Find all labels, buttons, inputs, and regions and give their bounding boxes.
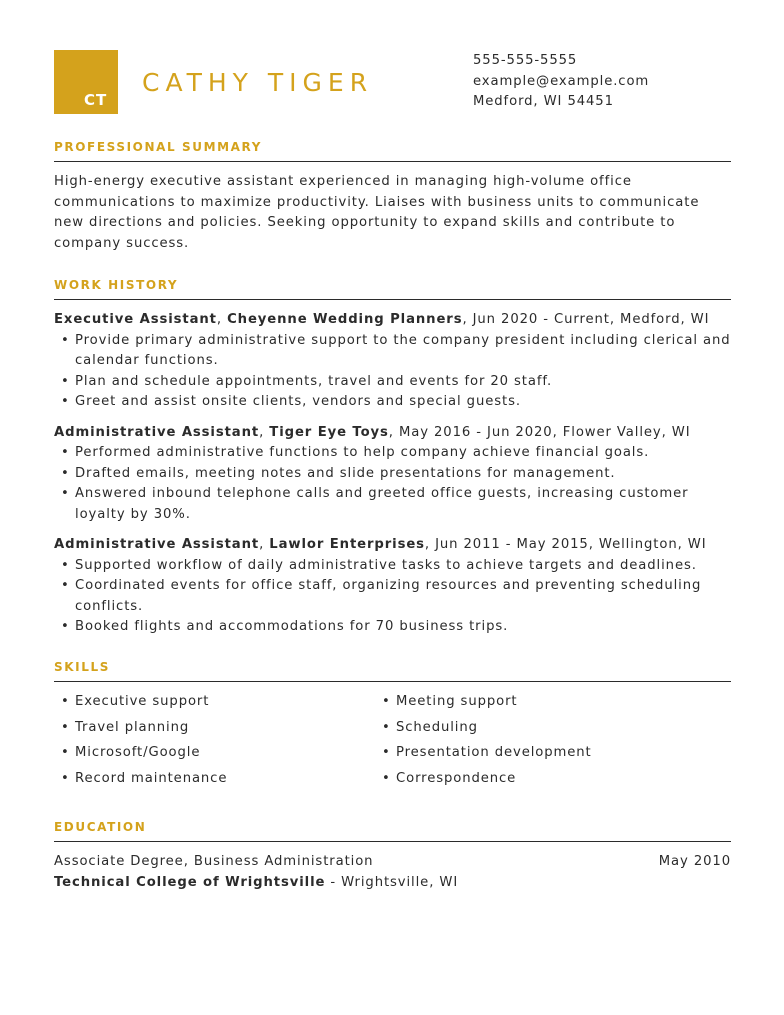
job-bullet: • Booked flights and accommodations for 70 business trips. — [54, 617, 731, 638]
summary-text: High-energy executive assistant experienced in managing high-volume office communications to maximize productivity. Liaises with business units to communicate new directions and policies. Seeking opportunity to expand skills and contribute to company success. — [54, 174, 700, 251]
skill-item: • Microsoft/Google — [54, 743, 375, 764]
job-bullet: • Performed administrative functions to help company achieve financial goals. — [54, 443, 731, 464]
education-school-line — [54, 873, 731, 894]
skill-item: • Travel planning — [54, 718, 375, 739]
summary-section — [54, 139, 731, 254]
job-company: Tiger Eye Toys — [269, 424, 389, 440]
job-bullets — [54, 556, 731, 638]
skills-list — [54, 692, 731, 789]
monogram-badge — [54, 50, 118, 114]
job-header — [54, 310, 731, 331]
skill-item: • Scheduling — [375, 718, 731, 739]
job-entry — [54, 310, 731, 413]
education-divider — [54, 841, 731, 842]
summary-divider — [54, 161, 731, 162]
job-bullet: • Answered inbound telephone calls and greeted office guests, increasing customer loyalty by 30%. — [54, 484, 731, 525]
contact-phone: 555-555-5555 — [473, 53, 578, 68]
job-bullet: • Plan and schedule appointments, travel and events for 20 staff. — [54, 372, 731, 393]
skill-item: • Presentation development — [375, 743, 731, 764]
job-company: Cheyenne Wedding Planners — [227, 312, 463, 327]
work-history-heading: WORK HISTORY — [54, 278, 179, 292]
job-bullet: • Supported workflow of daily administrative tasks to achieve targets and deadlines. — [54, 556, 731, 577]
job-role: Executive Assistant — [54, 312, 217, 327]
job-details: , May 2016 - Jun 2020, Flower Valley, WI — [388, 424, 691, 440]
education-school-location: - Wrightsville, WI — [325, 874, 459, 890]
job-separator: , — [259, 537, 270, 552]
job-separator: , — [216, 312, 228, 327]
education-section — [54, 819, 731, 893]
job-header — [54, 535, 731, 556]
contact-location: Medford, WI 54451 — [473, 94, 614, 109]
skill-item: • Correspondence — [375, 769, 731, 790]
job-details: , Jun 2011 - May 2015, Wellington, WI — [424, 537, 707, 552]
contact-email: example@example.com — [473, 73, 650, 89]
job-bullet: • Greet and assist onsite clients, vendors and special guests. — [54, 392, 731, 413]
job-bullet: • Coordinated events for office staff, organizing resources and preventing scheduling conflicts. — [54, 576, 731, 617]
education-heading: EDUCATION — [54, 820, 147, 834]
skill-item: • Executive support — [54, 692, 375, 713]
job-entry — [54, 423, 731, 526]
work-history-divider — [54, 299, 731, 300]
job-company: Lawlor Enterprises — [269, 537, 425, 552]
contact-block — [473, 51, 649, 113]
job-details: , Jun 2020 - Current, Medford, WI — [462, 312, 710, 327]
job-bullet: • Drafted emails, meeting notes and slide presentations for management. — [54, 464, 731, 485]
job-entry — [54, 535, 731, 638]
job-separator: , — [259, 424, 270, 440]
skills-heading: SKILLS — [54, 660, 110, 674]
education-entry — [54, 852, 731, 893]
summary-heading: PROFESSIONAL SUMMARY — [54, 140, 263, 154]
candidate-name: CATHY TIGER — [142, 68, 374, 97]
job-bullet: • Provide primary administrative support to the company president including clerical and calendar functions. — [54, 331, 731, 372]
education-degree: Associate Degree, Business Administration — [54, 854, 374, 869]
job-header — [54, 423, 731, 444]
job-bullets — [54, 331, 731, 413]
work-history-section — [54, 277, 731, 638]
skill-item: • Meeting support — [375, 692, 731, 713]
skills-divider — [54, 681, 731, 682]
education-school: Technical College of Wrightsville — [54, 874, 326, 890]
job-bullets — [54, 443, 731, 525]
skill-item: • Record maintenance — [54, 769, 375, 790]
job-role: Administrative Assistant — [54, 537, 260, 552]
monogram-initials: CT — [84, 91, 108, 109]
education-date: May 2010 — [658, 854, 731, 869]
skills-section — [54, 659, 731, 789]
job-role: Administrative Assistant — [54, 424, 260, 440]
